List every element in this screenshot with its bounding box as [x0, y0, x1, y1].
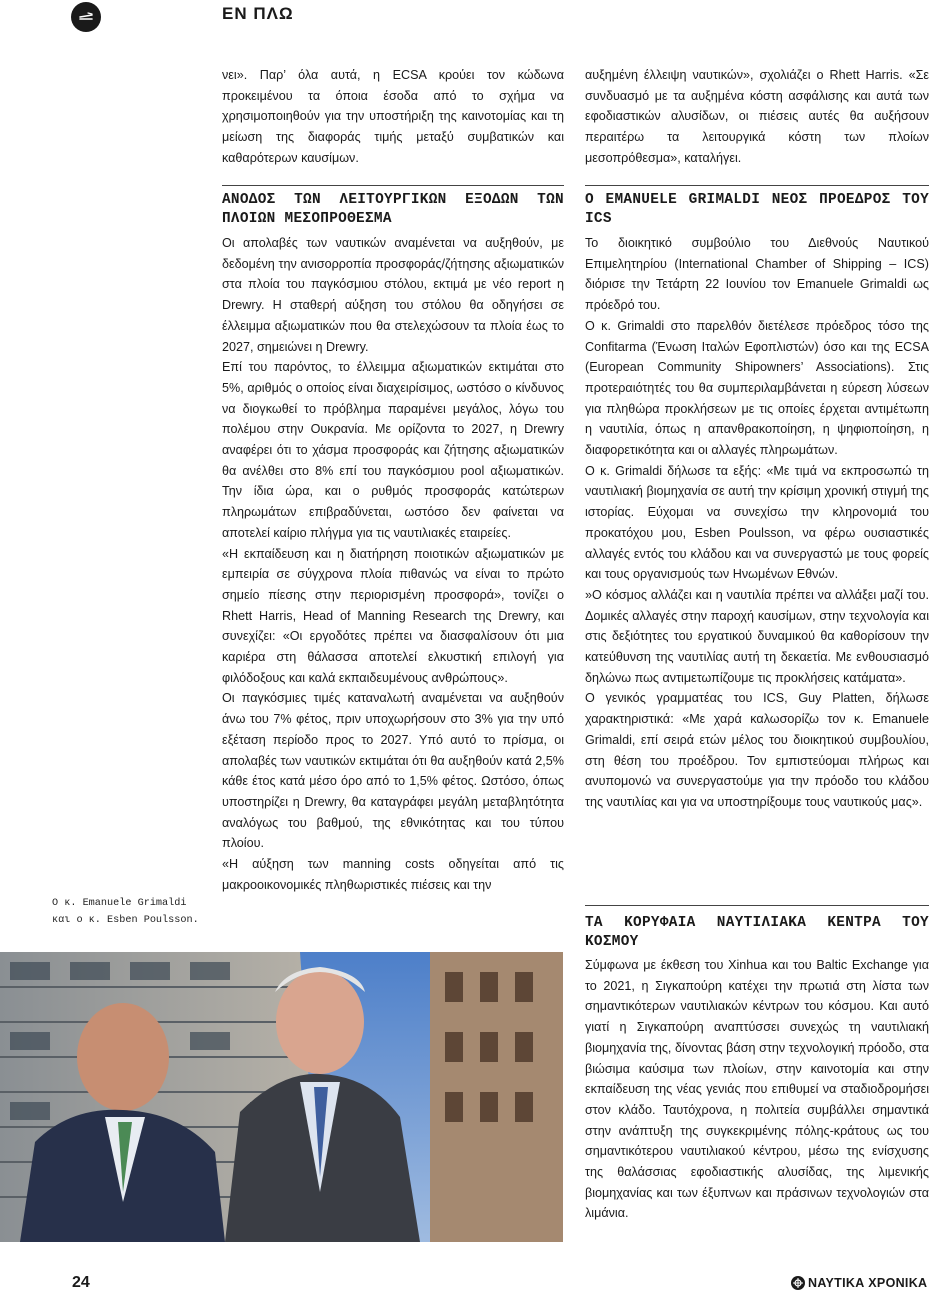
article-section-operating-costs: [222, 191, 564, 896]
divider: [222, 185, 564, 186]
paragraph: Ο γενικός γραμματέας του ICS, Guy Platten, δήλωσε χαρακτηριστικά: «Με χαρά καλωσορίζω τον κ. Emanuele Grimaldi, επί σειρά ετών μέλος του διοικητικού συμβουλίου, στη θέση του προέδρου. Τον εμπιστεύομαι πλήρως και ανυπομονώ να συνεργαστούμε για την πρόοδο του κλάδου της ναυτιλίας και για να υποστηρίξουμε τους ναυτικούς μας».: [585, 691, 929, 809]
section-heading: ΑΝΟΔΟΣ ΤΩΝ ΛΕΙΤΟΥΡΓΙΚΩΝ ΕΞΟΔΩΝ ΤΩΝ ΠΛΟΙΩΝ ΜΕΣΟΠΡΟΘΕΣΜΑ: [222, 192, 564, 227]
photo-grimaldi-poulsson: [0, 952, 563, 1242]
paragraph: Ο κ. Grimaldi στο παρελθόν διετέλεσε πρόεδρος τόσο της Confitarma (Ένωση Ιταλών Εφοπλιστών) όσο και της ECSA (European Community Shipowners’ Associations). Στις προτεραιότητές του θα συμπεριλαμβάνεται η εύρεση λύσεων για πληθώρα προκλήσεων με τις οποίες έρχεται αντιμέτωπη η ναυτιλία, όπως η απανθρακοποίηση, η ψηφιοποίηση, η διαφορετικότητα και οι αλλαγές πληρωμάτων.: [585, 318, 929, 458]
paragraph: αυξημένη έλλειψη ναυτικών», σχολιάζει ο Rhett Harris. «Σε συνδυασμό με τα αυξημένα κόστη ασφάλισης και αυτά των εφοδιαστικών αλυσίδων, οι πιέσεις αυτές θα αυξήσουν περαιτέρω τα λειτουργικά κόστη των πλοίων μεσοπρόθεσμα», καταλήγει.: [585, 68, 929, 165]
photo-caption: [52, 895, 212, 929]
ship-wheel-icon: [791, 1276, 805, 1290]
caption-line: και ο κ. Esben Poulsson.: [52, 915, 199, 926]
article-intro-column: [222, 65, 564, 169]
paragraph: Το διοικητικό συμβούλιο του Διεθνούς Ναυτικού Επιμελητηρίου (International Chamber of Shipping – ICS) διόρισε την Τετάρτη 22 Ιουνίου τον Emanuele Grimaldi ως πρόεδρό του.: [585, 236, 929, 313]
paragraph: Οι απολαβές των ναυτικών αναμένεται να αυξηθούν, με δεδομένη την ανισορροπία προσφοράς/ζήτησης αξιωματικών στα πλοία του παγκόσμιου στόλου, εκτιμά με νέο report η Drewry. Η σταθερή αύξηση του στόλου θα οδηγήσει σε έλλειμμα αξιωματικών που θα στελεχώσουν τα πλοία έως το 2027, σημειώνει η Drewry.: [222, 236, 564, 354]
paragraph: Επί του παρόντος, το έλλειμμα αξιωματικών εκτιμάται στο 5%, αριθμός ο οποίος είναι διαχειρίσιμος, ωστόσο ο κίνδυνος να διογκωθεί το πρόβλημα παραμένει μεγάλος, λόγω του πολέμου στην Ουκρανία. Με ορίζοντα το 2027, η Drewry αναφέρει ότι το χάσμα προσφοράς και ζήτησης αξιωματικών θα ανέλθει στο 8% επί του παγκόσμιου pool αξιωματικών. Την ίδια ώρα, και ο ρυθμός προσφοράς κατώτερων πληρωμάτων επιβραδύνεται, ωστόσο δεν φαίνεται να αποτελεί καίριο πλήγμα για τις ναυτιλιακές εταιρείες.: [222, 360, 564, 540]
utensils-icon: [71, 2, 101, 32]
paragraph: Ο κ. Grimaldi δήλωσε τα εξής: «Με τιμά να εκπροσωπώ τη ναυτιλιακή βιομηχανία σε αυτή την κρίσιμη χρονική στιγμή της ιστορίας. Εύχομαι να συνεχίσω την κληρονομιά του προκατόχου μου, Esben Poulsson, να φέρω ουσιαστικές αλλαγές εντός του κλάδου και να συνεργαστώ με τους φορείς και τους οργανισμούς των Ηνωμένων Εθνών.: [585, 463, 929, 582]
article-section-grimaldi: [585, 191, 929, 813]
divider: [585, 905, 929, 906]
caption-line: Ο κ. Emanuele Grimaldi: [52, 898, 187, 909]
paragraph: »Ο κόσμος αλλάζει και η ναυτιλία πρέπει να αλλάξει μαζί του. Δομικές αλλαγές στην παροχή καυσίμων, στην τεχνολογία και στις δεξιότητες του εργατικού δυναμικού θα καθορίσουν την κατεύθυνση της ναυτιλίας αυτή τη δεκαετία. Με ενθουσιασμό δηλώνω πως αντιμετωπίζουμε τις προκλήσεις κατάματα».: [585, 587, 929, 685]
section-heading: ΤΑ ΚΟΡΥΦΑΙΑ ΝΑΥΤΙΛΙΑΚΑ ΚΕΝΤΡΑ ΤΟΥ ΚΟΣΜΟΥ: [585, 915, 929, 950]
publication-name: ΝΑΥΤΙΚΑ ΧΡΟΝΙΚΑ: [808, 1276, 928, 1290]
page-number: 24: [72, 1274, 90, 1291]
paragraph: «Η εκπαίδευση και η διατήρηση ποιοτικών αξιωματικών με εμπειρία σε σύγχρονα πλοία πιθανώς να είναι το πρώτο σημείο πίεσης στην περιορισμένη προσφορά», τονίζει ο Rhett Harris, Head of Manning Research της Drewry, και συνεχίζει: «Οι εργοδότες πρέπει να διασφαλίσουν ότι μια καριέρα στη θάλασσα αποτελεί ελκυστική επιλογή για φιλόδοξους και καλά εκπαιδευμένους ανθρώπους».: [222, 546, 564, 685]
paragraph: Οι παγκόσμιες τιμές καταναλωτή αναμένεται να αυξηθούν άνω του 7% φέτος, πριν υποχωρήσουν στο 3% για την υπό εξέταση περίοδο προς το 2027. Υπό αυτό το πρίσμα, οι απολαβές των ναυτικών εκτιμάται ότι θα αυξηθούν κατά 2,5% κάθε έτος κατά μέσο όρο από το 1,5% φέτος. Ωστόσο, όπως υποστηρίζει η Drewry, θα καταγράφει μεγάλη μεταβλητότητα αναλόγως του βαθμού, της εθνικότητας και του τύπου πλοίου.: [222, 691, 564, 851]
section-title: ΕΝ ΠΛΩ: [222, 4, 294, 23]
article-section-shipping-centers: [585, 914, 929, 1224]
article-continuation-column: [585, 65, 929, 169]
paragraph: Σύμφωνα με έκθεση του Xinhua και του Baltic Exchange για το 2021, η Σιγκαπούρη κατέχει την πρωτιά στη λίστα των σημαντικότερων ναυτιλιακών κέντρων του κόσμου. Και αυτό γιατί η Σιγκαπούρη αναπτύσσει συνεχώς τη ναυτιλιακή βιομηχανία της, δίνοντας βάση στην τεχνολογική πρόοδο, στα βιώσιμα καύσιμα των πλοίων, στην καινοτομία και στην εκπαίδευση της νέας γενιάς που επιθυμεί να σταδιοδρομήσει στον κλάδο. Ταυτόχρονα, η πολιτεία συμβάλλει σημαντικά στην ανάπτυξη της συγκεκριμένης πόλης-κράτους ως του σημαντικότερου ναυτιλιακού κέντρου, μέσω της ενίσχυσης της θαλάσσιας εφοδιαστικής αλυσίδας, της λιμενικής βιομηχανίας και των έξυπνων και πράσινων τεχνολογιών στα λιμάνια.: [585, 958, 929, 1221]
paragraph: «Η αύξηση των manning costs οδηγείται από τις μακροοικονομικές πληθωριστικές πιέσεις και την: [222, 857, 564, 892]
section-heading: Ο EMANUELE GRIMALDI ΝΕΟΣ ΠΡΟΕΔΡΟΣ ΤΟΥ ICS: [585, 192, 929, 227]
divider: [585, 185, 929, 186]
paragraph: νει». Παρ’ όλα αυτά, η ECSA κρούει τον κώδωνα προκειμένου τα όποια έσοδα από το σχήμα να χρησιμοποιηθούν για την υποστήριξη της καινοτομίας και τη μείωση της διαφοράς τιμής μεταξύ συμβατικών και καθαρότερων καυσίμων.: [222, 68, 564, 165]
